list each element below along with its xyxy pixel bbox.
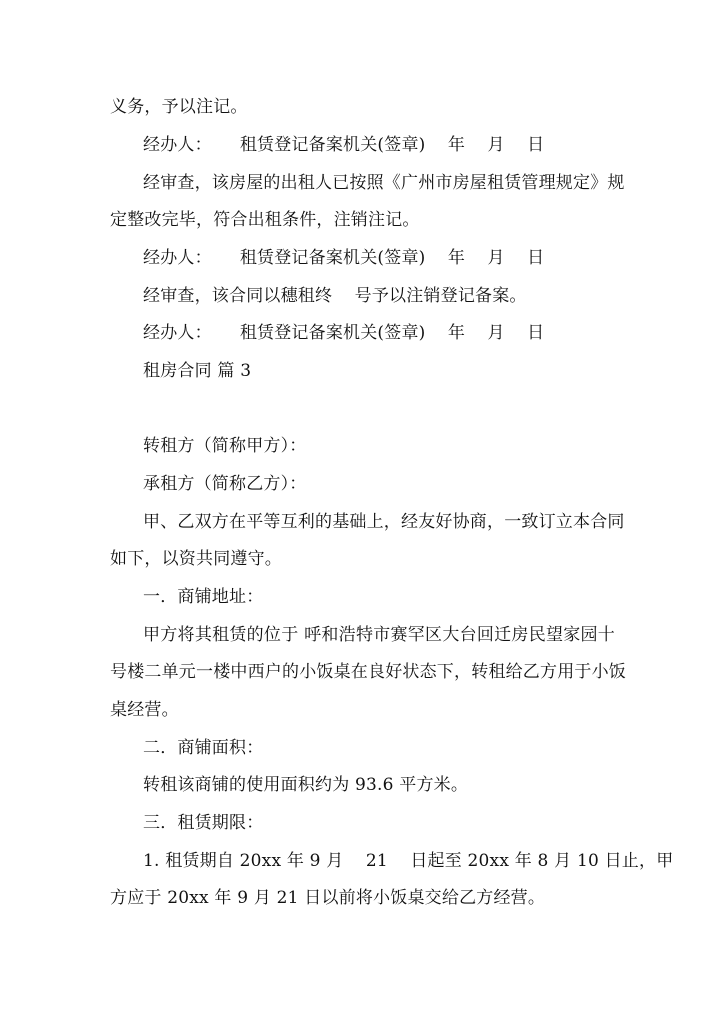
paragraph-line: 甲方将其租赁的位于 呼和浩特市赛罕区大台回迁房民望家园十 [143,625,615,645]
clause-heading: 三．租赁期限： [143,813,264,833]
signature-line: 经办人： 租赁登记备案机关(签章) 年 月 日 [143,323,545,343]
paragraph-line: 如下，以资共同遵守。 [110,549,282,569]
paragraph-line: 甲、乙双方在平等互利的基础上，经友好协商，一致订立本合同 [143,512,625,532]
signature-line: 经办人： 租赁登记备案机关(签章) 年 月 日 [143,248,545,268]
signature-line: 经办人： 租赁登记备案机关(签章) 年 月 日 [143,135,545,155]
paragraph-line: 号楼二单元一楼中西户的小饭桌在良好状态下，转租给乙方用于小饭 [110,662,626,682]
paragraph-line: 桌经营。 [110,700,179,720]
paragraph-line: 1. 租赁期自 20xx 年 9 月 21 日起至 20xx 年 8 月 10 日止，甲 [143,851,674,871]
party-line: 转租方（简称甲方）： [143,436,307,456]
paragraph-line: 义务，予以注记。 [110,97,248,117]
paragraph-line: 方应于 20xx 年 9 月 21 日以前将小饭桌交给乙方经营。 [110,888,546,908]
clause-heading: 一．商铺地址： [143,587,264,607]
paragraph-line: 转租该商铺的使用面积约为 93.6 平方米。 [143,775,469,795]
section-heading: 租房合同 篇 3 [143,361,252,381]
clause-heading: 二．商铺面积： [143,738,264,758]
paragraph-line: 定整改完毕，符合出租条件，注销注记。 [110,210,420,230]
party-line: 承租方（简称乙方）： [143,474,307,494]
paragraph-line: 经审查，该合同以穗租终 号予以注销登记备案。 [143,286,527,306]
paragraph-line: 经审查，该房屋的出租人已按照《广州市房屋租赁管理规定》规 [143,173,625,193]
